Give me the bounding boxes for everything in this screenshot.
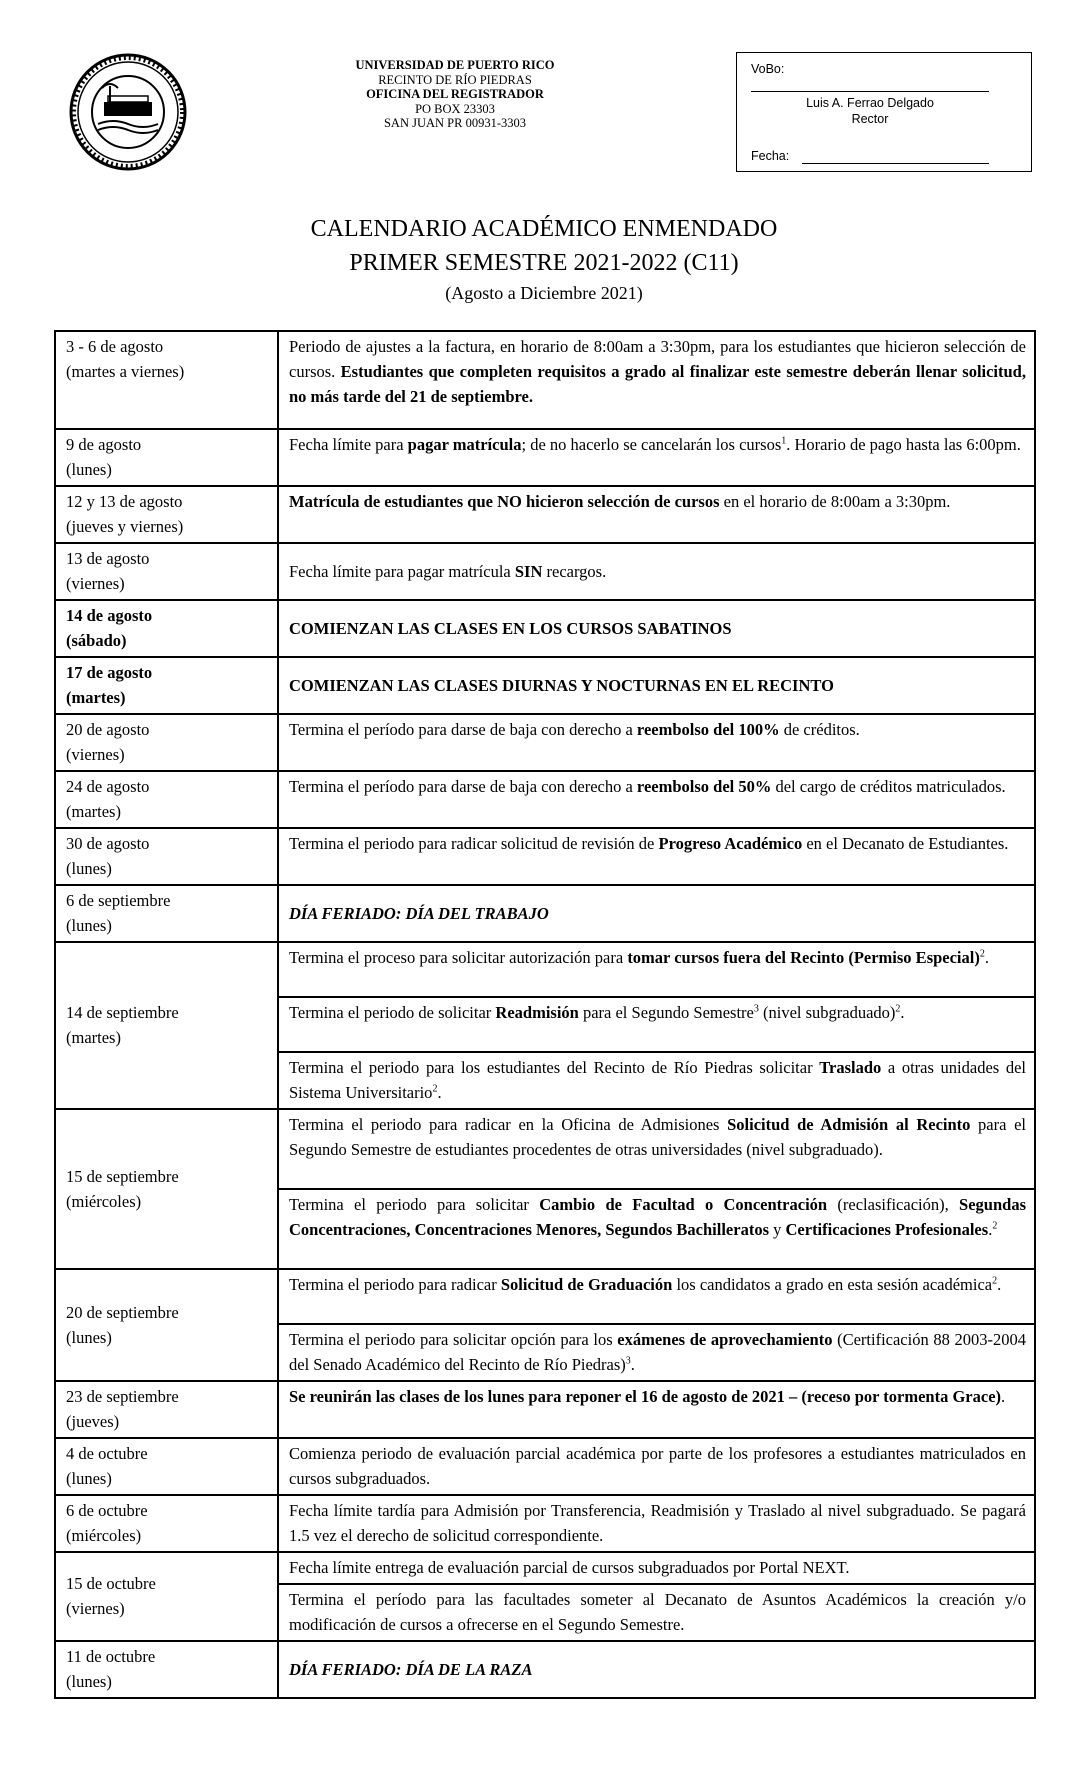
date-text: 11 de octubre [66,1647,156,1666]
fecha-line [802,163,989,164]
event-text: . [1001,1387,1006,1406]
table-row [55,885,1035,942]
vobo-label: VoBo: [751,62,785,76]
event-bold: Segundas Concentraciones, Concentraciones Menores, Segundos Bachilleratos [289,1195,1026,1239]
table-row [55,828,1035,885]
footnote-ref: 1 [781,435,787,447]
table-row [55,1495,1035,1552]
event-text: . [900,1003,905,1022]
date-text: 15 de octubre [66,1574,156,1593]
date-cell [55,657,278,714]
event-text: los candidatos a grado en esta sesión académica [672,1275,993,1294]
footnote-ref: 2 [432,1083,438,1095]
date-text: 14 de agosto [66,606,153,625]
date-text: 6 de septiembre [66,891,171,910]
event-bold: pagar matrícula [407,435,522,454]
table-row [55,1641,1035,1698]
fecha-label: Fecha: [751,149,790,163]
event-bold: exámenes de aprovechamiento [617,1330,833,1349]
event-text: en el Decanato de Estudiantes. [802,834,1009,853]
event-text: Termina el periodo para radicar solicitud de revisión de [289,834,659,853]
day-text: (martes) [66,802,121,821]
date-cell [55,543,278,600]
event-cell [278,331,1035,429]
date-cell [55,1552,278,1641]
event-text: ; de no hacerlo se cancelarán los cursos [521,435,782,454]
event-cell [278,828,1035,885]
table-row [55,429,1035,486]
event-text: Termina el periodo para los estudiantes del Recinto de Río Piedras solicitar [289,1058,820,1077]
event-text: de créditos. [779,720,860,739]
table-row [55,771,1035,828]
event-text: . [984,948,989,967]
day-text: (miércoles) [66,1191,142,1211]
event-cell [278,714,1035,771]
date-text: 24 de agosto [66,777,150,796]
event-text: Termina el período para darse de baja con derecho a [289,777,637,796]
table-row [55,714,1035,771]
university-name: UNIVERSIDAD DE PUERTO RICO [355,58,555,72]
day-text: (lunes) [66,1327,112,1347]
event-cell: Comienza periodo de evaluación parcial académica por parte de los profesores a estudiantes matriculados en cursos subgraduados. [278,1438,1035,1495]
event-cell [278,486,1035,543]
day-text: (lunes) [66,1672,112,1691]
event-cell [278,997,1035,1052]
day-text: (jueves) [66,1412,120,1431]
event-bold: tomar cursos fuera del Recinto (Permiso Especial) [627,948,980,967]
day-text: (martes) [66,1028,121,1047]
table-row [55,486,1035,543]
table-row [55,1269,1035,1324]
event-bold: reembolso del 100% [636,720,780,739]
date-cell [55,1641,278,1698]
day-text: (viernes) [66,1599,125,1618]
date-cell [55,714,278,771]
po-box: PO BOX 23303 [415,101,495,116]
day-text: (lunes) [66,460,112,479]
event-text: . [437,1083,442,1102]
event-text: . [997,1275,1002,1294]
event-cell: Fecha límite entrega de evaluación parcial de cursos subgraduados por Portal NEXT. [278,1552,1035,1584]
event-cell: Termina el período para las facultades someter al Decanato de Asuntos Académicos la creación y/o modificación de cursos a ofrecerse en el Segundo Semestre. [278,1584,1035,1641]
date-text: 9 de agosto [66,435,142,454]
event-text: . [630,1355,635,1374]
event-text: Fecha límite para [289,435,408,454]
date-text: 13 de agosto [66,549,150,568]
day-text: (viernes) [66,574,125,593]
date-cell [55,331,278,429]
footnote-ref: 2 [895,1003,901,1015]
event-text: y [769,1220,786,1239]
date-cell [55,1438,278,1495]
event-text: Termina el periodo para solicitar [289,1195,540,1214]
table-row [55,543,1035,600]
table-row [55,657,1035,714]
date-cell [55,828,278,885]
day-text: (viernes) [66,745,125,764]
date-cell [55,429,278,486]
event-cell [278,429,1035,486]
day-text: (lunes) [66,859,112,878]
event-text: para el Segundo Semestre de estudiantes procedentes de otras universidades (nivel subgraduado). [289,1115,1026,1159]
date-text: 6 de octubre [66,1501,148,1520]
event-cell: DÍA FERIADO: DÍA DE LA RAZA [278,1641,1035,1698]
semester-title: PRIMER SEMESTRE 2021-2022 (C11) [349,250,739,276]
date-cell [55,771,278,828]
event-bold: Progreso Académico [658,834,803,853]
event-text: en el horario de 8:00am a 3:30pm. [719,492,951,511]
event-bold: Se reunirán las clases de los lunes para reponer el 16 de agosto de 2021 – (receso por tormenta Grace) [289,1387,1002,1406]
date-text: 3 - 6 de agosto [66,337,164,356]
event-cell [278,1269,1035,1324]
date-text: 20 de agosto [66,720,150,739]
event-cell: Fecha límite tardía para Admisión por Transferencia, Readmisión y Traslado al nivel subgraduado. Se pagará 1.5 vez el derecho de solicitud correspondiente. [278,1495,1035,1552]
event-text: (reclasificación), [827,1195,960,1214]
footnote-ref: 2 [992,1275,998,1287]
event-text: del cargo de créditos matriculados. [771,777,1006,796]
event-bold: Matrícula de estudiantes que NO hicieron selección de cursos [289,492,720,511]
day-text: (jueves y viernes) [66,517,184,536]
event-text: Termina el periodo para radicar en la Oficina de Admisiones [289,1115,728,1134]
event-cell [278,543,1035,600]
event-text: Termina el periodo para radicar [289,1275,501,1294]
event-cell [278,942,1035,997]
campus-name: RECINTO DE RÍO PIEDRAS [378,72,532,87]
event-cell: COMIENZAN LAS CLASES DIURNAS Y NOCTURNAS EN EL RECINTO [278,657,1035,714]
date-text: 20 de septiembre [66,1302,179,1322]
event-text: Termina el periodo de solicitar [289,1003,496,1022]
event-bold: Solicitud de Graduación [500,1275,673,1294]
event-cell [278,1324,1035,1381]
office-name: OFICINA DEL REGISTRADOR [366,87,544,101]
calendar-table [54,330,1036,1699]
date-cell [55,600,278,657]
day-text: (miércoles) [66,1526,142,1545]
footnote-ref: 3 [753,1003,759,1015]
calendar-title: CALENDARIO ACADÉMICO ENMENDADO [310,216,778,242]
date-text: 30 de agosto [66,834,150,853]
day-text: (sábado) [66,631,127,650]
event-bold: Cambio de Facultad o Concentración [539,1195,828,1214]
date-range: (Agosto a Diciembre 2021) [445,283,643,303]
event-bold: Certificaciones Profesionales [785,1220,989,1239]
event-text: a otras unidades del Sistema Universitario [289,1058,1026,1102]
event-cell [278,771,1035,828]
date-text: 4 de octubre [66,1444,148,1463]
event-bold: SIN [514,561,543,581]
event-text: Termina el período para darse de baja con derecho a [289,720,637,739]
event-text: (nivel subgraduado) [758,1003,896,1022]
table-row [55,331,1035,429]
event-cell [278,1052,1035,1109]
date-text: 17 de agosto [66,663,153,682]
table-row [55,1109,1035,1189]
event-text: . Horario de pago hasta las 6:00pm. [786,435,1021,454]
table-row [55,1552,1035,1584]
university-header [290,58,620,131]
event-cell [278,1189,1035,1269]
event-bold: reembolso del 50% [636,777,772,796]
event-cell: COMIENZAN LAS CLASES EN LOS CURSOS SABATINOS [278,600,1035,657]
footnote-ref: 2 [979,948,985,960]
date-cell [55,486,278,543]
event-bold: Traslado [819,1058,882,1077]
footnote-ref: 2 [992,1220,998,1232]
event-text: Termina el proceso para solicitar autorización para [289,948,628,967]
date-text: 15 de septiembre [66,1166,179,1186]
event-text: . [988,1220,993,1239]
event-cell [278,1381,1035,1438]
day-text: (martes) [66,688,126,707]
rector-role: Rector [851,112,889,126]
date-cell [55,1495,278,1552]
event-text: Periodo de ajustes a la factura, en horario de 8:00am a 3:30pm, para los estudiantes que hicieron selección de cursos. [289,337,1026,381]
event-text: Fecha límite para pagar matrícula [289,561,515,581]
event-text: (Certificación 88 2003-2004 del Senado Académico del Recinto de Río Piedras) [289,1330,1026,1374]
date-text: 12 y 13 de agosto [66,492,183,511]
table-row [55,600,1035,657]
table-row [55,1381,1035,1438]
event-text: recargos. [542,561,607,581]
approval-box [736,52,1032,172]
date-cell [55,942,278,1109]
city-zip: SAN JUAN PR 00931-3303 [383,116,527,130]
footnote-ref: 3 [625,1355,631,1367]
table-row [55,1438,1035,1495]
rector-name: Luis A. Ferrao Delgado [806,96,934,110]
table-row [55,942,1035,997]
university-seal-icon [68,52,188,172]
day-text: (martes a viernes) [66,362,185,381]
date-text: 23 de septiembre [66,1387,179,1406]
event-cell [278,1109,1035,1189]
event-text: para el Segundo Semestre [578,1003,754,1022]
date-cell [55,885,278,942]
event-bold: Estudiantes que completen requisitos a grado al finalizar este semestre deberán llenar solicitud, no más tarde del 21 de septiembre. [289,362,1026,406]
signature-line [751,91,989,92]
date-cell [55,1269,278,1381]
day-text: (lunes) [66,916,112,935]
event-text: Termina el periodo para solicitar opción para los [289,1330,618,1349]
day-text: (lunes) [66,1469,112,1488]
date-cell [55,1381,278,1438]
date-cell [55,1109,278,1269]
event-cell: DÍA FERIADO: DÍA DEL TRABAJO [278,885,1035,942]
date-text: 14 de septiembre [66,1003,179,1022]
event-bold: Readmisión [495,1003,579,1022]
event-bold: Solicitud de Admisión al Recinto [727,1115,971,1134]
